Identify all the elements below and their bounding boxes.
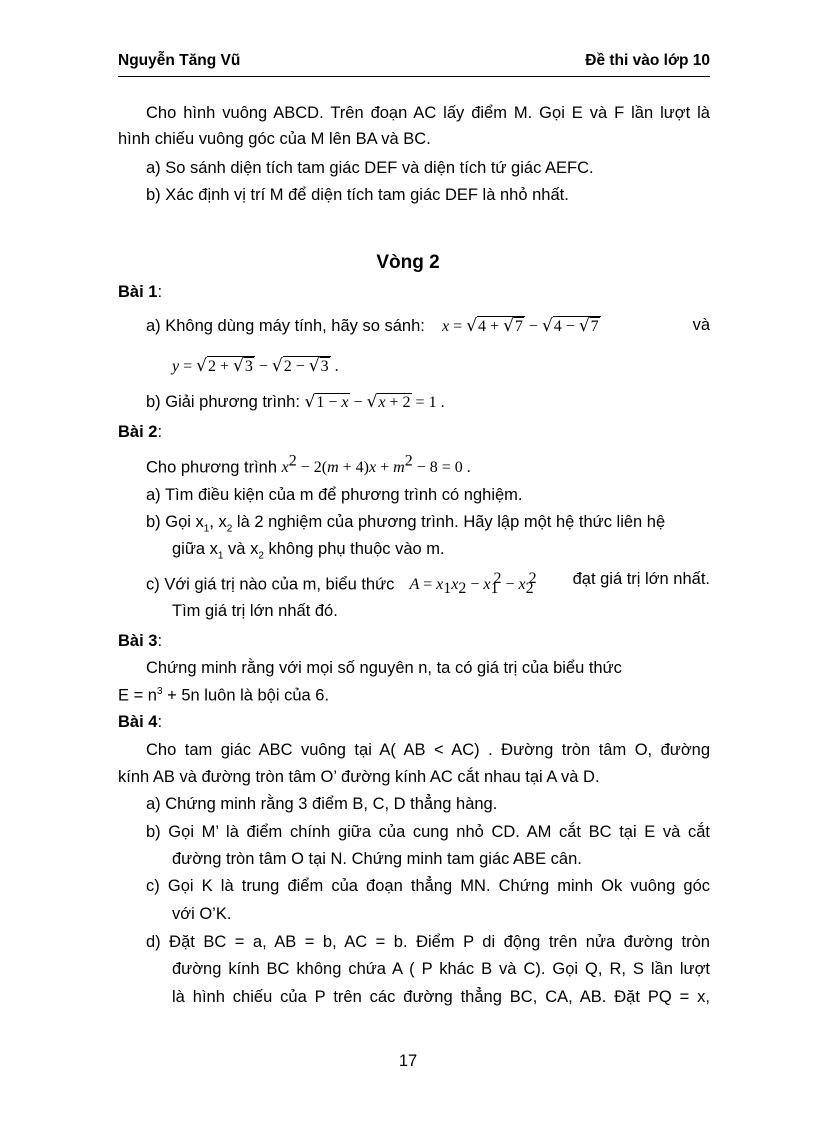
- bai2-equation: $x^2 - 2(m + 4)x + m^2 - 8 = 0$ .: [281, 453, 471, 477]
- bai1-a-and: và: [692, 316, 710, 334]
- bai1-item-a: [146, 316, 710, 336]
- bai4-intro-line-1: Cho tam giác ABC vuông tại A( AB < AC) . Đường tròn tâm O, đường: [146, 741, 710, 759]
- bai2-item-b-line-2: giữa $x_1$ và $x_2$ không phụ thuộc vào m.: [172, 540, 445, 562]
- bai4-item-d-line-2: đường kính BC không chứa A ( P khác B và C). Gọi Q, R, S lần lượt: [172, 960, 710, 978]
- bai4-item-b-line-1: b) Gọi M’ là điểm chính giữa của cung nhỏ CD. AM cắt BC tại E và cắt: [146, 823, 710, 841]
- bai4-item-d-line-3: là hình chiếu của P trên các đường thẳng BC, CA, AB. Đặt PQ = x,: [172, 988, 710, 1006]
- intro-item-a: a) So sánh diện tích tam giác DEF và diện tích tứ giác AEFC.: [146, 159, 594, 177]
- bai2-heading: Bài 2:: [118, 423, 163, 441]
- bai1-heading: Bài 1:: [118, 283, 163, 301]
- bai1-a-formula-y: y = √2 + √3 − √2 − √3 .: [172, 356, 339, 376]
- bai1-b-text: b) Giải phương trình:: [146, 393, 300, 411]
- page-number: 17: [398, 1052, 418, 1070]
- intro-item-b: b) Xác định vị trí M để diện tích tam giác DEF là nhỏ nhất.: [146, 186, 569, 204]
- bai3-heading: Bài 3:: [118, 632, 163, 650]
- round-title: Vòng 2: [376, 252, 440, 273]
- bai2-label: Bài 2: [118, 423, 158, 441]
- bai4-heading: Bài 4:: [118, 713, 163, 731]
- page-header: [118, 52, 710, 77]
- bai2-c-expression: $A = x_1x_2 - x_1^2 - x_2^2$: [409, 570, 537, 598]
- bai3-line-1: Chứng minh rằng với mọi số nguyên n, ta có giá trị của biểu thức: [146, 659, 622, 677]
- bai2-item-a: a) Tìm điều kiện của m để phương trình có nghiệm.: [146, 486, 523, 504]
- bai4-item-d-line-1: d) Đặt BC = a, AB = b, AC = b. Điểm P di động trên nửa đường tròn: [146, 933, 710, 951]
- bai4-intro-line-2: kính AB và đường tròn tâm O’ đường kính AC cắt nhau tại A và D.: [118, 768, 600, 786]
- bai2-intro: [146, 453, 471, 477]
- bai1-a-formula-x: x = √4 + √7 − √4 − √7: [442, 316, 599, 336]
- header-author: Nguyễn Tăng Vũ: [118, 52, 241, 69]
- bai4-item-a: a) Chứng minh rằng 3 điểm B, C, D thẳng hàng.: [146, 795, 498, 813]
- intro-line-2: hình chiếu vuông góc của M lên BA và BC.: [118, 130, 431, 148]
- bai1-item-b: [146, 392, 445, 412]
- bai1-label: Bài 1: [118, 283, 158, 301]
- bai4-item-c-line-2: với O’K.: [172, 905, 232, 923]
- bai2-intro-text: Cho phương trình: [146, 458, 278, 477]
- bai3-line-2: $E = n^3 + 5n$ luôn là bội của 6.: [118, 686, 330, 705]
- bai1-a-text: a) Không dùng máy tính, hãy so sánh:: [146, 317, 425, 335]
- bai2-item-c-line-2: Tìm giá trị lớn nhất đó.: [172, 602, 338, 620]
- header-title: Đề thi vào lớp 10: [585, 52, 710, 69]
- bai2-item-b-line-1: b) Gọi $x_1$, $x_2$ là 2 nghiệm của phương trình. Hãy lập một hệ thức liên hệ: [146, 513, 666, 535]
- bai2-item-c-line-1: c) Với giá trị nào của m, biểu thức $A = x_1x_2 - x_1^2 - x_2^2$ đạt giá trị lớn nhất.: [146, 570, 710, 598]
- bai1-b-equation: √1 − x − √x + 2 = 1 .: [304, 392, 445, 412]
- bai4-label: Bài 4: [118, 713, 158, 731]
- intro-line-1: Cho hình vuông ABCD. Trên đoạn AC lấy điểm M. Gọi E và F lần lượt là: [146, 104, 710, 122]
- bai4-item-c-line-1: c) Gọi K là trung điểm của đoạn thẳng MN. Chứng minh Ok vuông góc: [146, 877, 710, 895]
- bai4-item-b-line-2: đường tròn tâm O tại N. Chứng minh tam giác ABE cân.: [172, 850, 582, 868]
- bai3-label: Bài 3: [118, 632, 158, 650]
